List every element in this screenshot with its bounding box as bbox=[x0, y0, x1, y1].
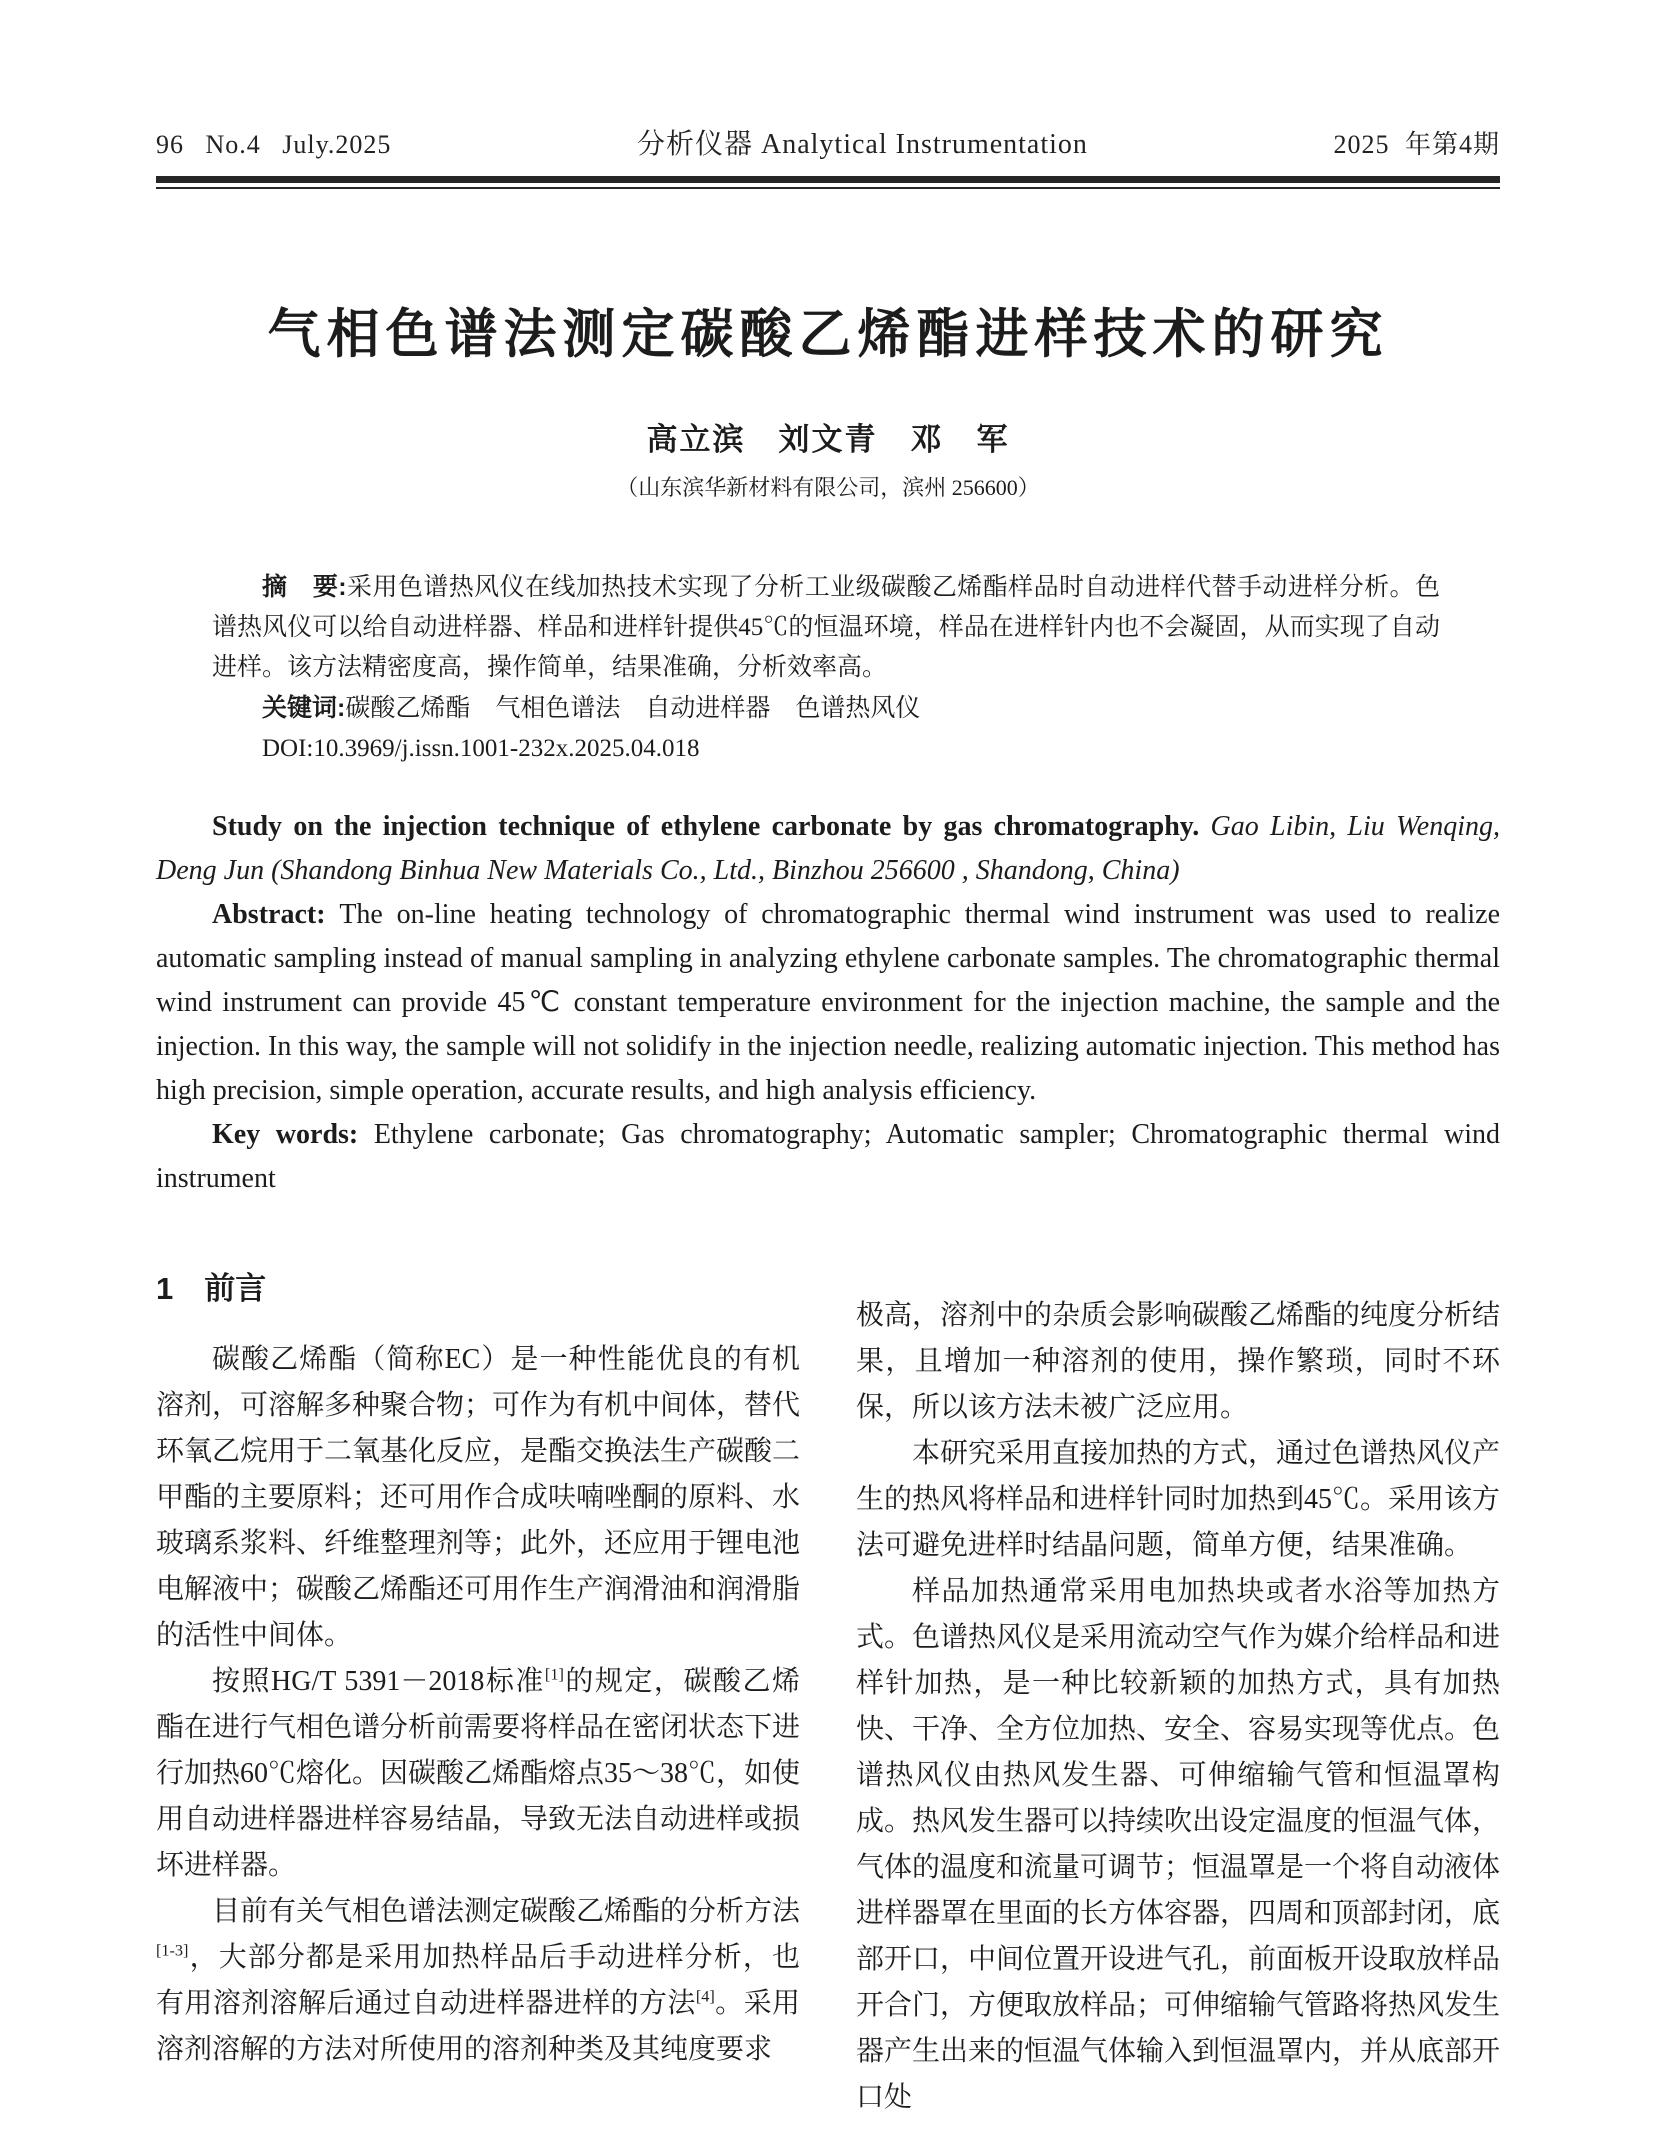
two-column-body bbox=[156, 1271, 1500, 2121]
english-keywords-line: Key words: Ethylene carbonate; Gas chromatography; Automatic sampler; Chromatographic thermal wind instrument bbox=[156, 1119, 1500, 1194]
body-paragraph: 样品加热通常采用电加热块或者水浴等加热方式。色谱热风仪是采用流动空气作为媒介给样品和进样针加热，是一种比较新颖的加热方式，具有加热快、干净、全方位加热、安全、容易实现等优点。色谱热风仪由热风发生器、可伸缩输气管和恒温罩构成。热风发生器可以持续吹出设定温度的恒温气体，气体的温度和流量可调节；恒温罩是一个将自动液体进样器罩在里面的长方体容器，四周和顶部封闭，底部开口，中间位置开设进气孔，前面板开设取放样品开合门，方便取放样品；可伸缩输气管路将热风发生器产生出来的恒温气体输入到恒温罩内，并从底部开口处 bbox=[856, 1576, 1501, 2113]
left-column bbox=[156, 1271, 800, 2121]
keywords-cn-line: 关键词:碳酸乙烯酯 气相色谱法 自动进样器 色谱热风仪 bbox=[262, 694, 921, 722]
english-abstract-block bbox=[156, 805, 1500, 1201]
header-rule-divider bbox=[156, 176, 1500, 189]
body-paragraph-continuation: 极高，溶剂中的杂质会影响碳酸乙烯酯的纯度分析结果，且增加一种溶剂的使用，操作繁琐，同时不环保，所以该方法未被广泛应用。 bbox=[856, 1300, 1501, 1423]
english-title-line: Study on the injection technique of ethylene carbonate by gas chromatography. Gao Libin, Liu Wenqing, Deng Jun (Shandong Binhua New Materials Co., Ltd., Binzhou 256600 , Shandong, China) bbox=[156, 811, 1500, 886]
body-paragraph: 按照HG/T 5391－2018标准[1]的规定，碳酸乙烯酯在进行气相色谱分析前需要将样品在密闭状态下进行加热60℃熔化。因碳酸乙烯酯熔点35～38℃，如使用自动进样器进样容易结晶，导致无法自动进样或损坏进样器。 bbox=[156, 1665, 801, 1881]
page-issue-info: 96 No.4 July.2025 bbox=[156, 130, 392, 159]
right-column bbox=[856, 1271, 1500, 2121]
issue-label: 2025 年第4期 bbox=[1333, 130, 1500, 159]
authors-cn: 高立滨 刘文青 邓 军 bbox=[646, 422, 1010, 457]
article-title-cn: 气相色谱法测定碳酸乙烯酯进样技术的研究 bbox=[267, 306, 1389, 364]
body-paragraph: 目前有关气相色谱法测定碳酸乙烯酯的分析方法[1-3]，大部分都是采用加热样品后手动进样分析，也有用溶剂溶解后通过自动进样器进样的方法[4]。采用溶剂溶解的方法对所使用的溶剂种类及其纯度要求 bbox=[156, 1896, 801, 2065]
doi-line: DOI:10.3969/j.issn.1001-232x.2025.04.018 bbox=[262, 735, 700, 762]
running-header bbox=[156, 128, 1500, 162]
affiliation-cn: （山东滨华新材料有限公司，滨州 256600） bbox=[616, 475, 1040, 500]
body-paragraph: 碳酸乙烯酯（简称EC）是一种性能优良的有机溶剂，可溶解多种聚合物；可作为有机中间体，替代环氧乙烷用于二氧基化反应，是酯交换法生产碳酸二甲酯的主要原料；还可用作合成呋喃唑酮的原料、水玻璃系浆料、纤维整理剂等；此外，还应用于锂电池电解液中；碳酸乙烯酯还可用作生产润滑油和润滑脂的活性中间体。 bbox=[156, 1344, 801, 1651]
chinese-abstract-block bbox=[212, 567, 1440, 769]
section-heading-intro: 1 前言 bbox=[156, 1271, 267, 1306]
journal-name: 分析仪器 Analytical Instrumentation bbox=[637, 129, 1088, 160]
body-paragraph: 本研究采用直接加热的方式，通过色谱热风仪产生的热风将样品和进样针同时加热到45℃。采用该方法可避免进样时结晶问题，简单方便，结果准确。 bbox=[856, 1438, 1501, 1561]
english-abstract-paragraph: Abstract: The on-line heating technology of chromatographic thermal wind instrument was used to realize automatic sampling instead of manual sampling in analyzing ethylene carbonate samples. The chromatographic thermal wind instrument can provide 45℃ constant temperature environment for the injection machine, the sample and the injection. In this way, the sample will not solidify in the injection needle, realizing automatic injection. This method has high precision, simple operation, accurate results, and high analysis efficiency. bbox=[156, 899, 1500, 1106]
abstract-cn-paragraph: 摘 要:采用色谱热风仪在线加热技术实现了分析工业级碳酸乙烯酯样品时自动进样代替手动进样分析。色谱热风仪可以给自动进样器、样品和进样针提供45℃的恒温环境，样品在进样针内也不会凝固，从而实现了自动进样。该方法精密度高，操作简单，结果准确，分析效率高。 bbox=[212, 573, 1440, 681]
